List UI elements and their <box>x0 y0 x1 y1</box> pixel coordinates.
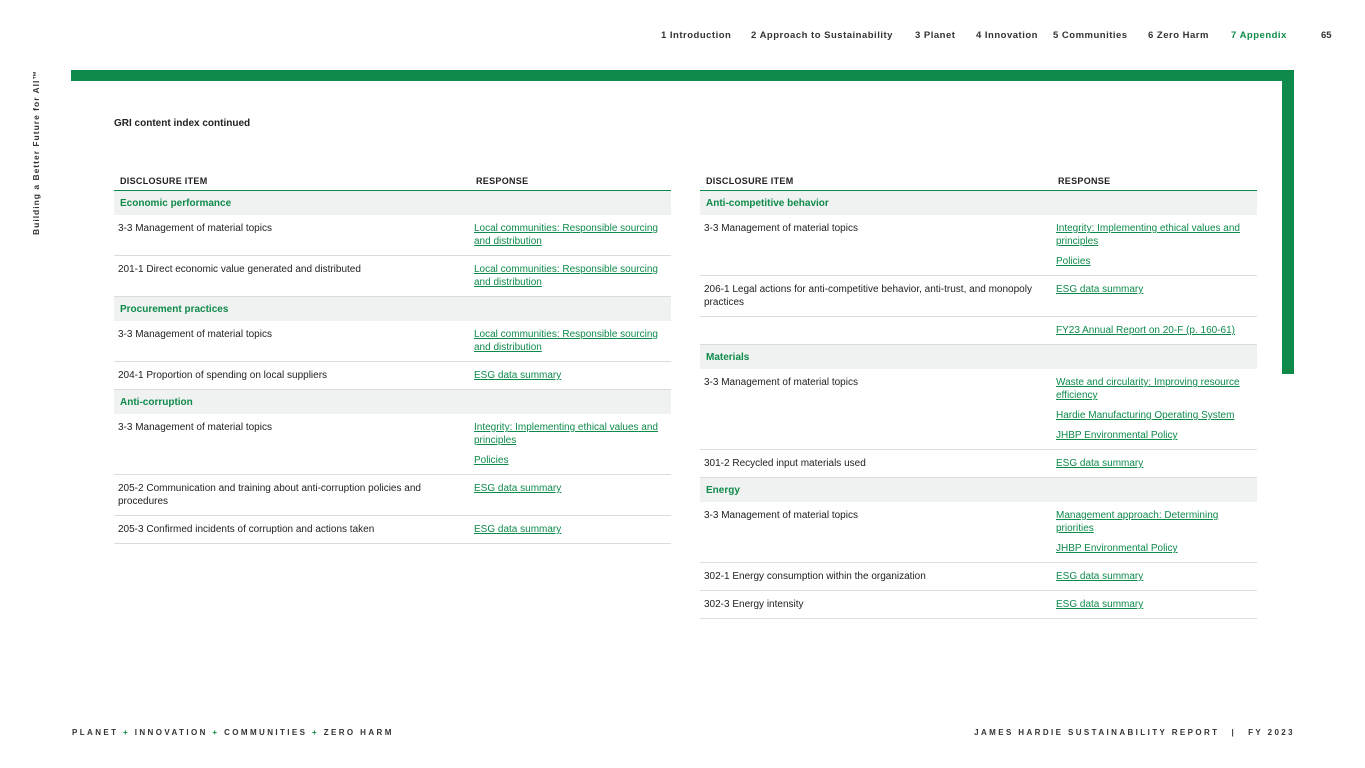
footer-word: COMMUNITIES <box>224 728 308 737</box>
response-link[interactable]: ESG data summary <box>474 483 562 494</box>
column-header-response: RESPONSE <box>1052 164 1257 191</box>
table-row <box>114 362 671 390</box>
category-row <box>114 297 671 322</box>
response-link[interactable]: Local communities: Responsible sourcing and distribution <box>474 264 658 288</box>
gri-index-table-right <box>700 164 1257 619</box>
table-row <box>700 276 1257 317</box>
top-navigation <box>0 30 1365 44</box>
disclosure-item: 204-1 Proportion of spending on local suppliers <box>114 362 470 390</box>
table-row <box>114 321 671 362</box>
footer-report-title <box>974 728 1295 737</box>
disclosure-item <box>700 317 1052 345</box>
response-cell <box>1052 591 1257 619</box>
response-link[interactable]: FY23 Annual Report on 20-F (p. 160-61) <box>1056 325 1235 336</box>
gri-index-table-left <box>114 164 671 544</box>
nav-introduction[interactable]: 1 Introduction <box>661 30 732 41</box>
response-cell <box>1052 317 1257 345</box>
table-row <box>114 414 671 475</box>
response-cell <box>470 414 671 475</box>
response-link[interactable]: ESG data summary <box>1056 571 1144 582</box>
response-link[interactable]: Waste and circularity: Improving resource efficiency <box>1056 377 1240 401</box>
response-cell <box>1052 450 1257 478</box>
disclosure-item: 302-1 Energy consumption within the organization <box>700 563 1052 591</box>
table-row <box>700 563 1257 591</box>
response-link[interactable]: Local communities: Responsible sourcing and distribution <box>474 223 658 247</box>
category-heading: Procurement practices <box>114 297 671 322</box>
plus-separator: + <box>212 728 220 737</box>
nav-innovation[interactable]: 4 Innovation <box>976 30 1038 41</box>
table-row <box>114 475 671 516</box>
plus-separator: + <box>123 728 131 737</box>
category-row <box>114 390 671 415</box>
response-cell <box>1052 369 1257 450</box>
footer-pillars <box>72 728 394 737</box>
response-link[interactable]: Management approach: Determining priorities <box>1056 510 1219 534</box>
category-heading: Materials <box>700 345 1257 370</box>
disclosure-item: 3-3 Management of material topics <box>700 502 1052 563</box>
response-link[interactable]: Hardie Manufacturing Operating System <box>1056 410 1235 421</box>
table-row <box>700 450 1257 478</box>
response-link[interactable]: Local communities: Responsible sourcing and distribution <box>474 329 658 353</box>
response-link[interactable]: Integrity: Implementing ethical values and principles <box>1056 223 1240 247</box>
disclosure-item: 201-1 Direct economic value generated and distributed <box>114 256 470 297</box>
response-link[interactable]: Policies <box>474 455 509 466</box>
column-header-disclosure: DISCLOSURE ITEM <box>114 164 470 191</box>
side-tagline: Building a Better Future for All™ <box>31 70 41 235</box>
table-row <box>700 591 1257 619</box>
response-link[interactable]: JHBP Environmental Policy <box>1056 430 1178 441</box>
nav-approach-to-sustainability[interactable]: 2 Approach to Sustainability <box>751 30 893 41</box>
footer-word: INNOVATION <box>134 728 208 737</box>
response-link[interactable]: ESG data summary <box>1056 458 1144 469</box>
category-heading: Economic performance <box>114 191 671 216</box>
response-link[interactable]: ESG data summary <box>1056 599 1144 610</box>
category-row <box>114 191 671 216</box>
footer-word: ZERO HARM <box>323 728 394 737</box>
category-heading: Anti-competitive behavior <box>700 191 1257 216</box>
response-cell <box>470 362 671 390</box>
disclosure-item: 301-2 Recycled input materials used <box>700 450 1052 478</box>
nav-appendix[interactable]: 7 Appendix <box>1231 30 1287 41</box>
response-cell <box>470 256 671 297</box>
footer-separator: | <box>1231 728 1237 737</box>
category-row <box>700 478 1257 503</box>
response-link[interactable]: Integrity: Implementing ethical values and principles <box>474 422 658 446</box>
response-cell <box>1052 502 1257 563</box>
table-row <box>700 215 1257 276</box>
disclosure-item: 206-1 Legal actions for anti-competitive behavior, anti-trust, and monopoly practices <box>700 276 1052 317</box>
table-row <box>114 516 671 544</box>
response-link[interactable]: ESG data summary <box>1056 284 1144 295</box>
response-cell <box>1052 563 1257 591</box>
table-row <box>700 502 1257 563</box>
disclosure-item: 3-3 Management of material topics <box>114 414 470 475</box>
report-year: FY 2023 <box>1248 728 1295 737</box>
table-row <box>114 215 671 256</box>
nav-communities[interactable]: 5 Communities <box>1053 30 1128 41</box>
disclosure-item: 302-3 Energy intensity <box>700 591 1052 619</box>
category-heading: Energy <box>700 478 1257 503</box>
disclosure-item: 3-3 Management of material topics <box>700 369 1052 450</box>
response-cell <box>470 516 671 544</box>
nav-planet[interactable]: 3 Planet <box>915 30 956 41</box>
response-cell <box>470 321 671 362</box>
disclosure-item: 3-3 Management of material topics <box>700 215 1052 276</box>
table-row <box>700 369 1257 450</box>
category-row <box>700 191 1257 216</box>
category-heading: Anti-corruption <box>114 390 671 415</box>
page-number: 65 <box>1321 30 1332 41</box>
decorative-green-bar <box>71 70 1294 81</box>
report-title: JAMES HARDIE SUSTAINABILITY REPORT <box>974 728 1220 737</box>
disclosure-item: 3-3 Management of material topics <box>114 321 470 362</box>
column-header-disclosure: DISCLOSURE ITEM <box>700 164 1052 191</box>
response-cell <box>1052 215 1257 276</box>
nav-zero-harm[interactable]: 6 Zero Harm <box>1148 30 1209 41</box>
category-row <box>700 345 1257 370</box>
response-link[interactable]: ESG data summary <box>474 524 562 535</box>
footer-word: PLANET <box>72 728 119 737</box>
response-cell <box>1052 276 1257 317</box>
decorative-green-side-bar <box>1282 70 1294 374</box>
disclosure-item: 3-3 Management of material topics <box>114 215 470 256</box>
response-link[interactable]: Policies <box>1056 256 1091 267</box>
page-title: GRI content index continued <box>114 118 251 129</box>
column-header-response: RESPONSE <box>470 164 671 191</box>
response-link[interactable]: ESG data summary <box>474 370 562 381</box>
response-cell <box>470 475 671 516</box>
disclosure-item: 205-3 Confirmed incidents of corruption and actions taken <box>114 516 470 544</box>
table-row <box>114 256 671 297</box>
response-link[interactable]: JHBP Environmental Policy <box>1056 543 1178 554</box>
disclosure-item: 205-2 Communication and training about anti-corruption policies and procedures <box>114 475 470 516</box>
plus-separator: + <box>312 728 320 737</box>
table-row <box>700 317 1257 345</box>
response-cell <box>470 215 671 256</box>
